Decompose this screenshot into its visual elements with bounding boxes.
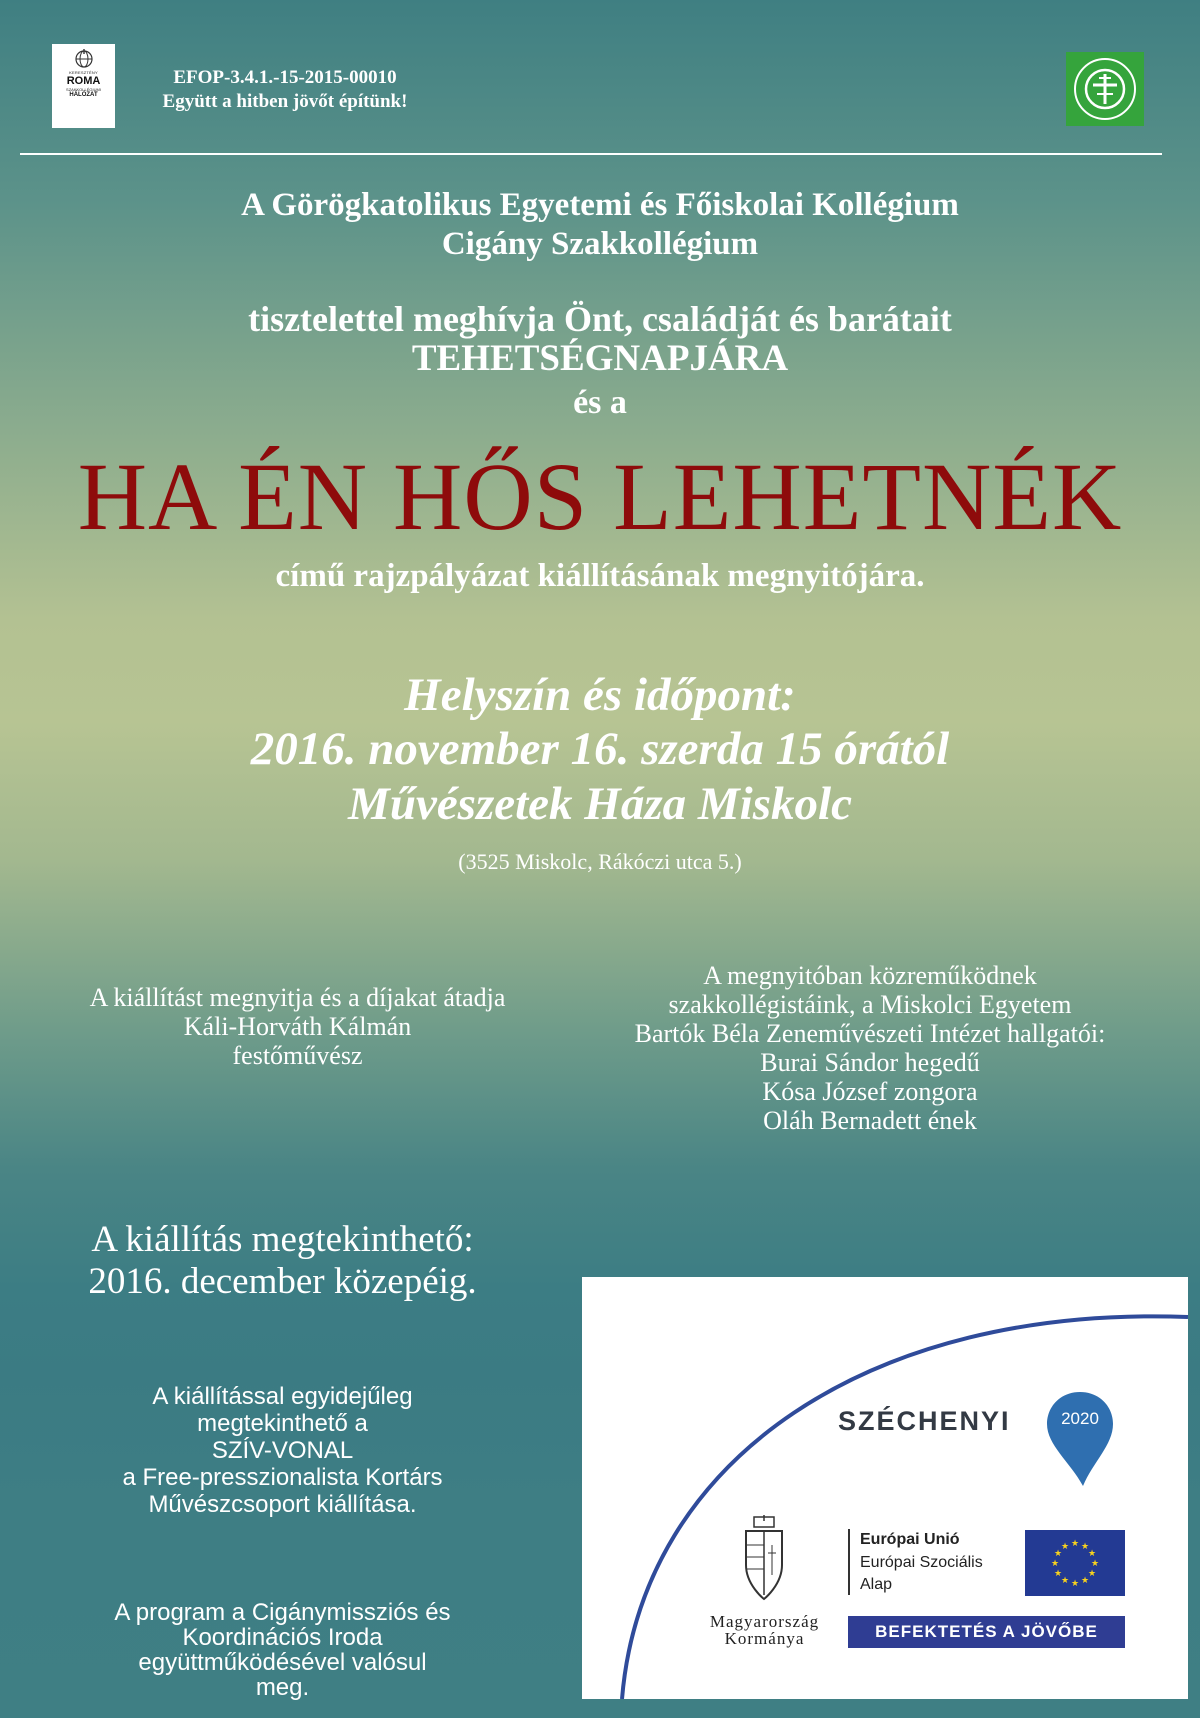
logo-line-3: SZAKKOLLÉGIUMI: [66, 87, 101, 92]
eu-flag-icon: [1025, 1530, 1125, 1596]
organizer-line-1: A Görögkatolikus Egyetemi és Főiskolai Kollégium: [241, 187, 959, 223]
svg-text:★: ★: [1080, 1542, 1090, 1552]
szivonal-line: SZÍV-VONAL: [211, 1437, 354, 1464]
exhibition-subtitle: című rajzpályázat kiállításának megnyitójára.: [275, 558, 925, 594]
kollegium-logo: [1066, 52, 1144, 126]
performers-line: A megnyitóban közreműködnek: [703, 961, 1037, 990]
performers-line: Oláh Bernadett ének: [763, 1106, 977, 1135]
header-text: [120, 66, 450, 114]
motto: Együtt a hitben jövőt építünk!: [162, 91, 408, 112]
szivonal-block: [30, 1383, 535, 1518]
szivonal-line: a Free-presszionalista Kortárs: [122, 1464, 443, 1491]
venue-label: Helyszín és időpont:: [404, 669, 796, 721]
program-line: Koordinációs Iroda: [182, 1624, 383, 1651]
viewing-period: [30, 1219, 535, 1303]
cross-emblem-icon: [1066, 52, 1144, 126]
performers-line: Kósa József zongora: [762, 1077, 978, 1106]
svg-text:★: ★: [1080, 1576, 1090, 1586]
viewing-line: 2016. december közepéig.: [88, 1261, 477, 1302]
svg-text:★: ★: [1060, 1542, 1070, 1552]
talent-day-line: TEHETSÉGNAPJÁRA: [411, 338, 789, 379]
invite-line: tisztelettel meghívja Önt, családját és barátait: [248, 299, 952, 339]
program-line: együttműködésével valósul: [138, 1649, 427, 1676]
performers-line: Bartók Béla Zeneművészeti Intézet hallgatói:: [634, 1019, 1106, 1048]
location-pin-icon: [1045, 1390, 1115, 1490]
szivonal-line: megtekinthető a: [197, 1410, 368, 1437]
szechenyi-wordmark: SZÉCHENYI: [838, 1406, 1011, 1436]
keresztény-roma-logo: [52, 44, 115, 128]
performers-line: Burai Sándor hegedű: [760, 1048, 980, 1077]
svg-text:★: ★: [1090, 1559, 1100, 1569]
government-line-2: Kormánya: [724, 1629, 805, 1648]
svg-text:★: ★: [1070, 1539, 1080, 1549]
and-line: és a: [573, 384, 627, 421]
venue-date: 2016. november 16. szerda 15 órától: [250, 723, 950, 775]
invest-banner: BEFEKTETÉS A JÖVŐBE: [848, 1616, 1125, 1648]
project-code: EFOP-3.4.1.-15-2015-00010: [173, 67, 397, 88]
svg-text:★: ★: [1050, 1559, 1060, 1569]
globe-cross-icon: [73, 48, 95, 70]
opener-line: festőművész: [232, 1041, 363, 1070]
venue-place: Művészetek Háza Miskolc: [348, 778, 852, 830]
program-block: [30, 1600, 535, 1700]
header-divider: [20, 153, 1162, 155]
svg-text:★: ★: [1087, 1549, 1097, 1559]
svg-text:★: ★: [1060, 1576, 1070, 1586]
eu-fund-line-1: Európai Szociális: [860, 1554, 983, 1571]
program-line: A program a Cigánymissziós és: [114, 1599, 451, 1626]
coat-of-arms-icon: [738, 1515, 790, 1607]
opener-line: Káli-Horváth Kálmán: [183, 1012, 412, 1041]
logo-line-1: KERESZTÉNY: [69, 70, 98, 75]
svg-text:★: ★: [1053, 1569, 1063, 1579]
organizer-line-2: Cigány Szakkollégium: [441, 226, 759, 262]
szechenyi-2020-panel: [582, 1277, 1188, 1699]
szivonal-line: A kiállítással egyidejűleg: [152, 1383, 413, 1410]
svg-text:★: ★: [1070, 1579, 1080, 1589]
logo-line-2: ROMA: [66, 75, 101, 87]
viewing-line: A kiállítás megtekinthető:: [91, 1219, 474, 1260]
government-line-1: Magyarország: [709, 1612, 820, 1631]
eu-fund-line-2: Alap: [860, 1576, 893, 1593]
year-2020: 2020: [1061, 1409, 1099, 1428]
program-line: meg.: [255, 1674, 310, 1701]
svg-text:★: ★: [1087, 1569, 1097, 1579]
opener-block: [30, 983, 565, 1070]
performers-line: szakkollégistáink, a Miskolci Egyetem: [668, 990, 1072, 1019]
performers-block: [590, 961, 1150, 1135]
eu-title: Európai Unió: [860, 1531, 960, 1548]
szivonal-line: Művészcsoport kiállítása.: [148, 1491, 417, 1518]
svg-text:★: ★: [1053, 1549, 1063, 1559]
venue-address: (3525 Miskolc, Rákóczi utca 5.): [458, 849, 742, 874]
eu-separator: [848, 1529, 850, 1595]
opener-line: A kiállítást megnyitja és a díjakat átadja: [89, 983, 506, 1012]
exhibition-title: HA ÉN HŐS LEHETNÉK: [77, 443, 1123, 550]
logo-line-4: HÁLÓZAT: [69, 92, 98, 98]
